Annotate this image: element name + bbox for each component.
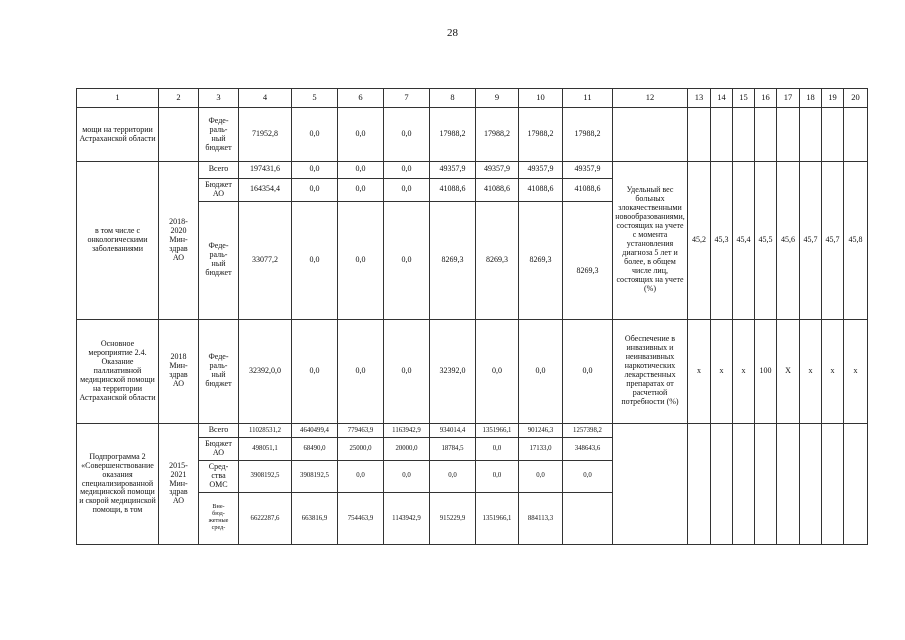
value-cell: 1257398,2 (563, 424, 613, 438)
value-cell: 1163942,9 (384, 424, 430, 438)
value-cell: 0,0 (384, 179, 430, 202)
value-cell: 0,0 (476, 438, 519, 461)
row-name: мощи на территории Астраханской области (77, 108, 159, 161)
col-header: 1 (77, 89, 159, 108)
table-row (77, 161, 868, 178)
value-cell: 0,0 (292, 319, 338, 424)
funding-source: Вне- бюд- жетные сред- (199, 492, 239, 544)
target-cell (711, 424, 733, 545)
target-cell (733, 108, 755, 161)
funding-source: Сред- ства ОМС (199, 460, 239, 492)
value-cell: 4640499,4 (292, 424, 338, 438)
target-cell: 45,7 (800, 161, 822, 319)
value-cell: 17988,2 (519, 108, 563, 161)
value-cell: 49357,9 (563, 161, 613, 178)
value-cell: 779463,9 (338, 424, 384, 438)
value-cell: 0,0 (338, 460, 384, 492)
table-row (77, 319, 868, 424)
value-cell: 3908192,5 (292, 460, 338, 492)
value-cell: 41088,6 (519, 179, 563, 202)
target-cell (800, 424, 822, 545)
target-cell: 45,7 (822, 161, 844, 319)
target-cell (777, 424, 800, 545)
value-cell: 17988,2 (563, 108, 613, 161)
col-header: 9 (476, 89, 519, 108)
value-cell: 884113,3 (519, 492, 563, 544)
target-cell (822, 108, 844, 161)
value-cell: 1351966,1 (476, 424, 519, 438)
value-cell: 49357,9 (476, 161, 519, 178)
col-header: 11 (563, 89, 613, 108)
value-cell: 41088,6 (430, 179, 476, 202)
target-cell: x (800, 319, 822, 424)
value-cell: 0,0 (292, 179, 338, 202)
value-cell: 0,0 (384, 108, 430, 161)
col-header: 12 (613, 89, 688, 108)
header-row (77, 89, 868, 108)
value-cell: 18784,5 (430, 438, 476, 461)
target-cell (844, 108, 868, 161)
value-cell: 0,0 (292, 108, 338, 161)
indicator-cell (613, 108, 688, 161)
col-header: 2 (159, 89, 199, 108)
col-header: 16 (755, 89, 777, 108)
value-cell: 3908192,5 (239, 460, 292, 492)
value-cell: 901246,3 (519, 424, 563, 438)
value-cell: 41088,6 (563, 179, 613, 202)
target-cell (800, 108, 822, 161)
value-cell: 8269,3 (563, 201, 613, 319)
value-cell: 49357,9 (519, 161, 563, 178)
value-cell: 0,0 (519, 460, 563, 492)
target-cell: 45,8 (844, 161, 868, 319)
page-number: 28 (447, 27, 458, 39)
period-cell: 2018- 2020 Мин- здрав АО (159, 161, 199, 319)
target-cell (822, 424, 844, 545)
value-cell: 0,0 (338, 201, 384, 319)
target-cell: 45,3 (711, 161, 733, 319)
target-cell (755, 424, 777, 545)
value-cell: 0,0 (430, 460, 476, 492)
value-cell: 33077,2 (239, 201, 292, 319)
table-row (77, 108, 868, 161)
value-cell: 17988,2 (476, 108, 519, 161)
value-cell: 17988,2 (430, 108, 476, 161)
value-cell: 32392,0,0 (239, 319, 292, 424)
value-cell: 0,0 (384, 201, 430, 319)
target-cell: X (777, 319, 800, 424)
value-cell: 0,0 (476, 460, 519, 492)
col-header: 19 (822, 89, 844, 108)
col-header: 8 (430, 89, 476, 108)
col-header: 4 (239, 89, 292, 108)
funding-source: Бюджет АО (199, 179, 239, 202)
value-cell: 8269,3 (476, 201, 519, 319)
funding-source: Феде- раль- ный бюджет (199, 201, 239, 319)
target-cell (733, 424, 755, 545)
period-cell: 2015- 2021 Мин- здрав АО (159, 424, 199, 545)
col-header: 17 (777, 89, 800, 108)
target-cell: 100 (755, 319, 777, 424)
period-cell: 2018 Мин- здрав АО (159, 319, 199, 424)
row-name: в том числе с онкологическими заболеваниями (77, 161, 159, 319)
target-cell: 45,6 (777, 161, 800, 319)
value-cell: 6622287,6 (239, 492, 292, 544)
value-cell: 17133,0 (519, 438, 563, 461)
value-cell: 32392,0 (430, 319, 476, 424)
target-cell: 45,4 (733, 161, 755, 319)
program-table (76, 88, 868, 545)
row-name: Подпрограмма 2 «Совершенствование оказания специализированной медицинской помощи и скорой медицинской помощи, в том (77, 424, 159, 545)
col-header: 15 (733, 89, 755, 108)
funding-source: Всего (199, 424, 239, 438)
value-cell: 0,0 (384, 319, 430, 424)
col-header: 3 (199, 89, 239, 108)
target-cell (844, 424, 868, 545)
value-cell: 0,0 (384, 460, 430, 492)
value-cell: 8269,3 (430, 201, 476, 319)
indicator-cell: Обеспечение в инвазивных и неинвазивных наркотических лекарственных препаратах от расчетной потребности (%) (613, 319, 688, 424)
table-row (77, 424, 868, 438)
value-cell: 197431,6 (239, 161, 292, 178)
value-cell: 20000,0 (384, 438, 430, 461)
target-cell: x (822, 319, 844, 424)
target-cell: 45,5 (755, 161, 777, 319)
indicator-cell (613, 424, 688, 545)
funding-source: Бюджет АО (199, 438, 239, 461)
col-header: 20 (844, 89, 868, 108)
col-header: 5 (292, 89, 338, 108)
target-cell: x (844, 319, 868, 424)
value-cell: 663816,9 (292, 492, 338, 544)
target-cell (688, 424, 711, 545)
target-cell (688, 108, 711, 161)
value-cell: 164354,4 (239, 179, 292, 202)
period-cell (159, 108, 199, 161)
value-cell: 0,0 (563, 460, 613, 492)
col-header: 10 (519, 89, 563, 108)
value-cell (563, 492, 613, 544)
target-cell: x (711, 319, 733, 424)
value-cell: 25000,0 (338, 438, 384, 461)
value-cell: 0,0 (338, 161, 384, 178)
target-cell (711, 108, 733, 161)
value-cell: 1143942,9 (384, 492, 430, 544)
value-cell: 8269,3 (519, 201, 563, 319)
value-cell: 71952,8 (239, 108, 292, 161)
value-cell: 934014,4 (430, 424, 476, 438)
value-cell: 754463,9 (338, 492, 384, 544)
value-cell: 0,0 (384, 161, 430, 178)
target-cell: x (733, 319, 755, 424)
value-cell: 0,0 (292, 161, 338, 178)
funding-source: Феде- раль- ный бюджет (199, 108, 239, 161)
value-cell: 68490,0 (292, 438, 338, 461)
funding-source: Феде- раль- ный бюджет (199, 319, 239, 424)
value-cell: 348643,6 (563, 438, 613, 461)
value-cell: 0,0 (563, 319, 613, 424)
target-cell: x (688, 319, 711, 424)
value-cell: 0,0 (292, 201, 338, 319)
value-cell: 0,0 (519, 319, 563, 424)
target-cell: 45,2 (688, 161, 711, 319)
col-header: 18 (800, 89, 822, 108)
value-cell: 0,0 (338, 179, 384, 202)
value-cell: 1351966,1 (476, 492, 519, 544)
col-header: 13 (688, 89, 711, 108)
col-header: 14 (711, 89, 733, 108)
target-cell (777, 108, 800, 161)
value-cell: 0,0 (476, 319, 519, 424)
row-name: Основное мероприятие 2.4. Оказание паллиативной медицинской помощи на территории Астраханской области (77, 319, 159, 424)
value-cell: 0,0 (338, 108, 384, 161)
value-cell: 915229,9 (430, 492, 476, 544)
value-cell: 49357,9 (430, 161, 476, 178)
funding-source: Всего (199, 161, 239, 178)
value-cell: 0,0 (338, 319, 384, 424)
value-cell: 11028531,2 (239, 424, 292, 438)
target-cell (755, 108, 777, 161)
col-header: 7 (384, 89, 430, 108)
value-cell: 498051,1 (239, 438, 292, 461)
value-cell: 41088,6 (476, 179, 519, 202)
indicator-cell: Удельный вес больных злокачественными новообразованиями, состоящих на учете с момента установления диагноза 5 лет и более, в общем числе лиц, состоящих на учете (%) (613, 161, 688, 319)
col-header: 6 (338, 89, 384, 108)
